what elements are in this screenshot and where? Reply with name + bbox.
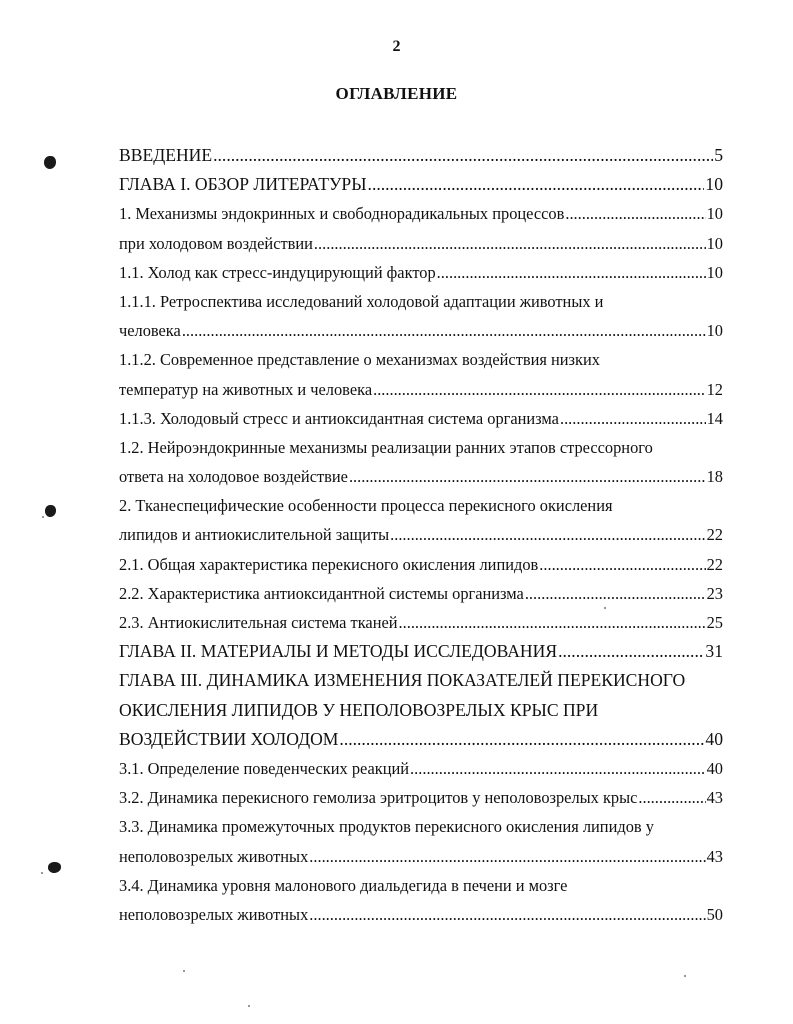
toc-entry-title: 2.2. Характеристика антиоксидантной системы организма	[119, 583, 524, 603]
toc-entry-page: 50	[706, 904, 723, 924]
toc-dot-leader	[399, 608, 706, 637]
toc-dot-leader	[373, 375, 706, 404]
toc-entry	[119, 170, 723, 199]
toc-entry	[119, 375, 723, 404]
toc-entry	[119, 433, 723, 462]
toc-dot-leader	[410, 754, 706, 783]
toc-entry-title: 2.1. Общая характеристика перекисного окисления липидов	[119, 554, 539, 574]
toc-entry	[119, 871, 723, 900]
toc-entry	[119, 345, 723, 374]
toc-dot-leader	[437, 258, 706, 287]
toc-entry-title: ГЛАВА II. МАТЕРИАЛЫ И МЕТОДЫ ИССЛЕДОВАНИЯ	[119, 641, 558, 662]
toc-entry-page: 10	[706, 262, 723, 282]
toc-dot-leader	[213, 141, 713, 170]
toc-entry-page: 10	[705, 174, 723, 195]
toc-entry	[119, 637, 723, 666]
toc-entry-title: 1.1. Холод как стресс-индуцирующий фактор	[119, 262, 436, 282]
toc-entry-title: неполовозрелых животных	[119, 846, 309, 866]
toc-entry-page: 43	[706, 846, 723, 866]
toc-entry	[119, 812, 723, 841]
binder-hole-mark	[48, 862, 61, 873]
toc-entry	[119, 491, 723, 520]
toc-entry	[119, 608, 723, 637]
toc-entry	[119, 696, 723, 725]
toc-entry-title: 3.1. Определение поведенческих реакций	[119, 758, 410, 778]
page-title: ОГЛАВЛЕНИЕ	[335, 84, 458, 103]
toc-entry-title: ОКИСЛЕНИЯ ЛИПИДОВ У НЕПОЛОВОЗРЕЛЫХ КРЫС ПРИ	[119, 699, 599, 720]
toc-dot-leader	[390, 520, 705, 549]
toc-dot-leader	[339, 725, 704, 754]
scan-speck	[183, 970, 185, 972]
toc-entry-page: 14	[706, 408, 723, 428]
toc-entry-page: 40	[706, 758, 723, 778]
scan-speck	[41, 872, 43, 874]
toc-entry	[119, 842, 723, 871]
toc-dot-leader	[638, 783, 705, 812]
scan-speck	[684, 975, 686, 977]
toc-entry-page: 10	[706, 233, 723, 253]
toc-dot-leader	[309, 842, 705, 871]
toc-entry	[119, 462, 723, 491]
toc-entry-title: 3.3. Динамика промежуточных продуктов перекисного окисления липидов у	[119, 817, 654, 837]
toc-entry-title: 1.1.1. Ретроспектива исследований холодовой адаптации животных и	[119, 291, 604, 311]
toc-dot-leader	[560, 404, 706, 433]
toc-entry-title: при холодовом воздействии	[119, 233, 313, 253]
toc-entry-page: 31	[705, 641, 723, 662]
toc-entry-title: ВВЕДЕНИЕ	[119, 145, 213, 165]
toc-entry	[119, 666, 723, 695]
toc-entry-title: ответа на холодовое воздействие	[119, 467, 348, 487]
toc-entry-page: 5	[714, 145, 723, 165]
binder-hole-mark	[44, 156, 56, 169]
toc-entry-page: 40	[705, 728, 723, 749]
toc-dot-leader	[349, 462, 706, 491]
toc-entry-title: 2. Тканеспецифические особенности процесса перекисного окисления	[119, 496, 613, 516]
toc-entry-title: 1.1.3. Холодовый стресс и антиоксидантная система организма	[119, 408, 559, 428]
toc-entry	[119, 258, 723, 287]
toc-entry	[119, 229, 723, 258]
toc-entry	[119, 754, 723, 783]
toc-entry-title: 3.4. Динамика уровня малонового диальдегида в печени и мозге	[119, 875, 568, 895]
toc-dot-leader	[558, 637, 704, 666]
scan-speck	[604, 607, 606, 609]
toc-entry-title: ВОЗДЕЙСТВИИ ХОЛОДОМ	[119, 728, 339, 749]
toc-entry	[119, 287, 723, 316]
toc-entry-page: 22	[706, 525, 723, 545]
toc-entry-page: 10	[706, 321, 723, 341]
toc-entry-title: ГЛАВА III. ДИНАМИКА ИЗМЕНЕНИЯ ПОКАЗАТЕЛЕЙ ПЕРЕКИСНОГО	[119, 670, 686, 691]
toc-dot-leader	[368, 170, 705, 199]
scan-speck	[42, 516, 44, 518]
toc-entry-title: 1. Механизмы эндокринных и свободнорадикальных процессов	[119, 204, 565, 224]
toc-dot-leader	[565, 199, 705, 228]
toc-entry-title: температур на животных и человека	[119, 379, 373, 399]
toc-entry	[119, 199, 723, 228]
toc-entry-title: липидов и антиокислительной защиты	[119, 525, 390, 545]
toc-dot-leader	[182, 316, 706, 345]
toc-entry	[119, 550, 723, 579]
toc-entry	[119, 520, 723, 549]
toc-entry-page: 12	[706, 379, 723, 399]
toc-dot-leader	[314, 229, 706, 258]
toc-entry-title: неполовозрелых животных	[119, 904, 309, 924]
toc-entry	[119, 725, 723, 754]
toc-entry-title: 2.3. Антиокислительная система тканей	[119, 613, 398, 632]
toc-entry	[119, 579, 723, 608]
toc-entry	[119, 900, 723, 929]
table-of-contents	[119, 141, 723, 929]
toc-entry-title: ГЛАВА I. ОБЗОР ЛИТЕРАТУРЫ	[119, 174, 367, 195]
toc-entry-title: 1.2. Нейроэндокринные механизмы реализации ранних этапов стрессорного	[119, 437, 653, 457]
toc-entry	[119, 404, 723, 433]
toc-dot-leader	[539, 550, 705, 579]
toc-entry	[119, 141, 723, 170]
toc-entry-title: 3.2. Динамика перекисного гемолиза эритроцитов у неполовозрелых крыс	[119, 788, 638, 808]
toc-entry-title: человека	[119, 321, 181, 341]
toc-entry-page: 22	[706, 554, 723, 574]
toc-entry-page: 25	[706, 613, 723, 632]
toc-entry-page: 43	[706, 788, 723, 808]
toc-entry	[119, 783, 723, 812]
scan-speck	[248, 1005, 250, 1007]
toc-entry-page: 18	[706, 467, 723, 487]
toc-entry-page: 23	[706, 583, 723, 603]
toc-entry-page: 10	[706, 204, 723, 224]
toc-entry	[119, 316, 723, 345]
page-number: 2	[392, 38, 401, 55]
binder-hole-mark	[45, 505, 56, 517]
toc-dot-leader	[525, 579, 706, 608]
toc-entry-title: 1.1.2. Современное представление о механизмах воздействия низких	[119, 350, 600, 370]
toc-dot-leader	[309, 900, 705, 929]
